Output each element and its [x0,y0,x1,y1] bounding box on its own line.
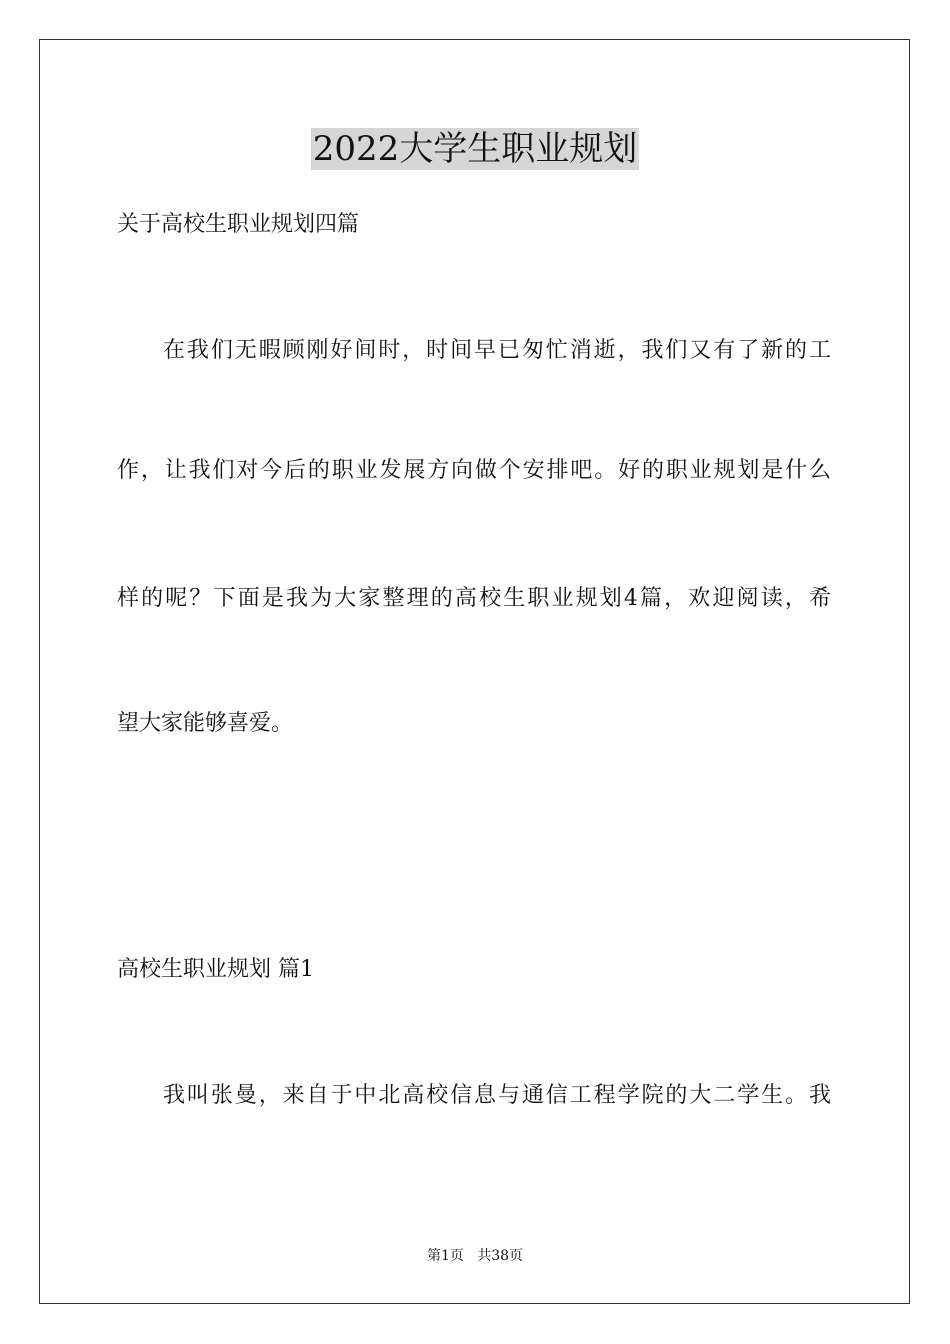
intro-paragraph-line: 望大家能够喜爱。 [117,711,294,736]
intro-paragraph-line: 在我们无暇顾刚好间时，时间早已匆忙消逝，我们又有了新的工 [163,338,831,363]
intro-paragraph-line: 作，让我们对今后的职业发展方向做个安排吧。好的职业规划是什么 [117,458,831,483]
intro-paragraph-line: 样的呢？下面是我为大家整理的高校生职业规划4篇，欢迎阅读，希 [117,586,831,611]
document-subtitle: 关于高校生职业规划四篇 [117,212,360,237]
title-container [0,128,950,170]
page-footer: 第1页 共38页 [426,1248,524,1264]
section-heading: 高校生职业规划 篇1 [117,957,314,982]
document-title: 2022大学生职业规划 [312,129,638,169]
section-paragraph-line: 我叫张曼，来自于中北高校信息与通信工程学院的大二学生。我 [163,1083,831,1108]
